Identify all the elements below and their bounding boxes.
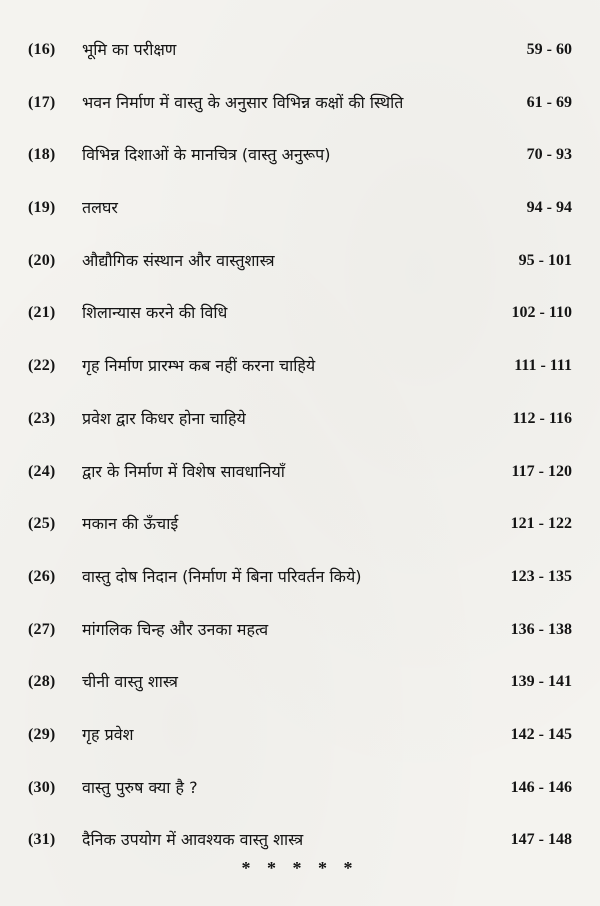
toc-row-27	[0, 607, 600, 660]
chapter-number: (27)	[28, 620, 56, 638]
page-range: 123 - 135	[510, 567, 572, 585]
page-range: 112 - 116	[512, 409, 572, 427]
toc-row-29	[0, 712, 600, 765]
chapter-number: (24)	[28, 462, 56, 480]
page-range: 121 - 122	[510, 515, 572, 533]
page-range: 136 - 138	[510, 620, 572, 638]
chapter-number: (23)	[28, 409, 56, 427]
chapter-title: गृह निर्माण प्रारम्भ कब नहीं करना चाहिये	[82, 356, 316, 376]
chapter-title: भवन निर्माण में वास्तु के अनुसार विभिन्न कक्षों की स्थिति	[82, 92, 404, 112]
page-range: 61 - 69	[526, 93, 572, 111]
page-range: 147 - 148	[510, 831, 572, 849]
toc-row-22	[0, 343, 600, 396]
chapter-title: विभिन्न दिशाओं के मानचित्र (वास्तु अनुरूप)	[82, 145, 331, 165]
page-range: 111 - 111	[514, 357, 572, 375]
chapter-number: (19)	[28, 199, 56, 217]
page-range: 94 - 94	[526, 199, 572, 217]
chapter-title: प्रवेश द्वार किधर होना चाहिये	[82, 408, 246, 428]
chapter-number: (18)	[28, 146, 56, 164]
chapter-title: भूमि का परीक्षण	[82, 40, 177, 59]
chapter-title: चीनी वास्तु शास्त्र	[82, 672, 178, 692]
toc-row-20	[0, 238, 600, 291]
toc-row-28	[0, 659, 600, 712]
chapter-title: औद्यौगिक संस्थान और वास्तुशास्त्र	[82, 250, 275, 270]
page-range: 146 - 146	[510, 778, 572, 796]
chapter-title: वास्तु दोष निदान (निर्माण में बिना परिवर्तन किये)	[82, 566, 362, 586]
page-range: 59 - 60	[526, 41, 572, 58]
toc-row-23	[0, 396, 600, 449]
chapter-number: (25)	[28, 515, 56, 533]
page-range: 70 - 93	[526, 146, 572, 164]
chapter-number: (28)	[28, 673, 56, 691]
chapter-title: मांगलिक चिन्ह और उनका महत्व	[82, 619, 269, 639]
chapter-title: गृह प्रवेश	[82, 724, 134, 744]
chapter-title: दैनिक उपयोग में आवश्यक वास्तु शास्त्र	[82, 830, 304, 850]
page-range: 117 - 120	[511, 462, 572, 480]
chapter-number: (21)	[28, 304, 56, 322]
page-range: 142 - 145	[510, 725, 572, 743]
page-range: 95 - 101	[518, 251, 572, 269]
table-of-contents	[0, 27, 600, 870]
chapter-title: शिलान्यास करने की विधि	[82, 303, 228, 323]
chapter-number: (20)	[28, 251, 56, 269]
chapter-number: (29)	[28, 725, 56, 743]
toc-row-21	[0, 290, 600, 343]
toc-row-26	[0, 554, 600, 607]
chapter-title: तलघर	[82, 198, 118, 218]
toc-row-30	[0, 765, 600, 818]
chapter-title: वास्तु पुरुष क्या है ?	[82, 777, 198, 797]
chapter-number: (26)	[28, 567, 56, 585]
toc-row-19	[0, 185, 600, 238]
toc-row-25	[0, 501, 600, 554]
chapter-title: मकान की ऊँचाई	[82, 514, 179, 534]
end-ornament: * * * * *	[241, 858, 359, 878]
page-range: 102 - 110	[511, 304, 572, 322]
chapter-number: (17)	[28, 93, 56, 111]
toc-row-24	[0, 449, 600, 502]
chapter-number: (31)	[28, 831, 56, 849]
chapter-number: (16)	[28, 41, 56, 58]
page-range: 139 - 141	[510, 673, 572, 691]
chapter-number: (30)	[28, 778, 56, 796]
toc-row-18	[0, 132, 600, 185]
toc-row-16	[0, 27, 600, 80]
chapter-number: (22)	[28, 357, 56, 375]
toc-row-17	[0, 80, 600, 133]
chapter-title: द्वार के निर्माण में विशेष सावधानियाँ	[82, 461, 285, 481]
